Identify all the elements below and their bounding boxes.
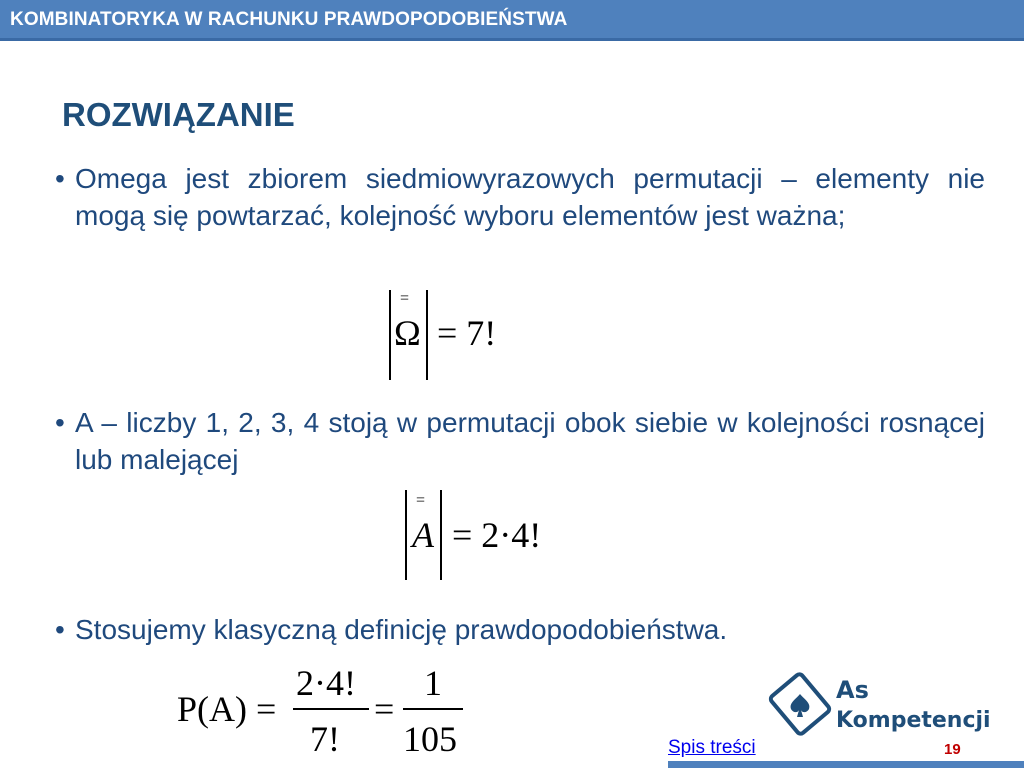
footer-bar <box>668 761 1024 768</box>
event-a-symbol: A <box>412 515 434 555</box>
abs-bar-left <box>389 290 391 380</box>
fraction2-numerator: 1 <box>424 663 442 703</box>
formula-overbar: = <box>416 492 426 509</box>
fraction2-denominator: 105 <box>403 719 457 759</box>
formula-overbar: = <box>400 290 410 307</box>
table-of-contents-link[interactable]: Spis treści <box>668 737 756 758</box>
spade-card-icon <box>768 672 832 736</box>
equals-sign: = <box>374 689 395 729</box>
bullet-definition <box>55 611 985 648</box>
bullet-event-a <box>55 404 985 478</box>
logo-line-2: Kompetencji <box>836 708 991 733</box>
slide-title: ROZWIĄZANIE <box>62 96 295 133</box>
omega-symbol: Ω <box>394 313 421 353</box>
fraction2-line <box>403 708 463 710</box>
abs-bar-right <box>440 490 442 580</box>
fraction1-line <box>293 708 369 710</box>
bullet-marker: • <box>55 163 65 194</box>
bullet-text: A – liczby 1, 2, 3, 4 stoją w permutacji obok siebie w kolejności rosnącej lub malejącej <box>75 407 985 475</box>
formula-rhs: = 7! <box>437 313 497 353</box>
bullet-marker: • <box>55 407 65 438</box>
formula-rhs: = 2·4! <box>452 515 542 555</box>
fraction1-numerator: 2·4! <box>296 663 356 703</box>
header-title: KOMBINATORYKA W RACHUNKU PRAWDOPODOBIEŃSTWA <box>10 9 568 30</box>
abs-bar-right <box>426 290 428 380</box>
page-number: 19 <box>944 741 961 758</box>
abs-bar-left <box>405 490 407 580</box>
logo-line-1: As <box>836 676 869 704</box>
probability-lhs: P(A) = <box>177 689 277 729</box>
fraction1-denominator: 7! <box>310 719 340 759</box>
header-bar <box>0 0 1024 41</box>
bullet-text: Omega jest zbiorem siedmiowyrazowych permutacji – elementy nie mogą się powtarzać, kolejność wyboru elementów jest ważna; <box>75 163 985 231</box>
bullet-text: Stosujemy klasyczną definicję prawdopodobieństwa. <box>75 614 728 645</box>
bullet-marker: • <box>55 614 65 645</box>
bullet-omega <box>55 160 985 234</box>
